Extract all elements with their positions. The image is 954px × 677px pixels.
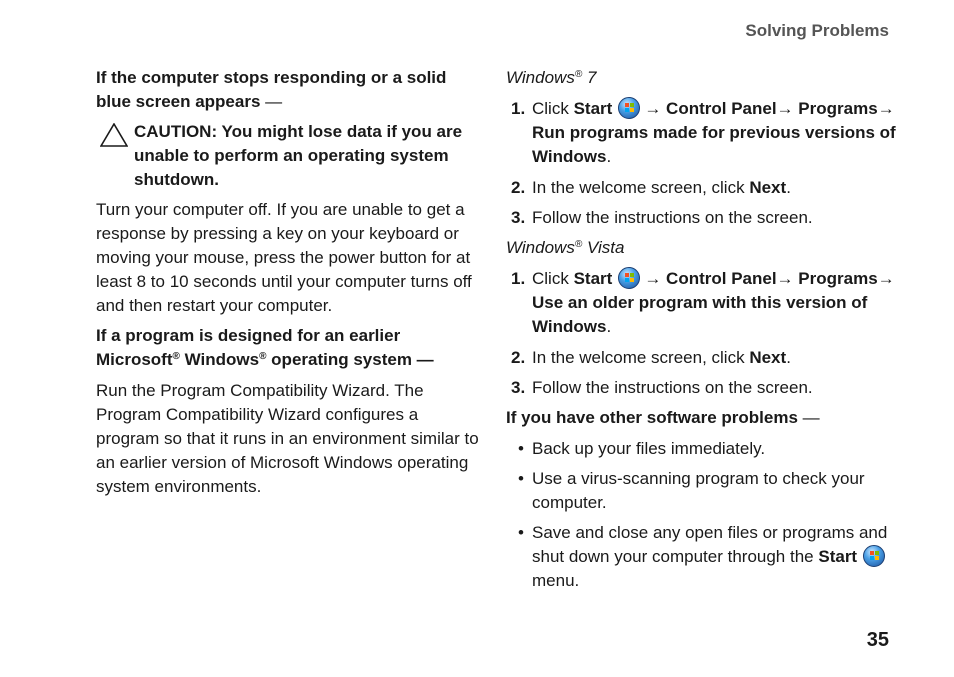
- step-number: 1.: [511, 269, 526, 288]
- menu-path: Control Panel→: [666, 99, 794, 118]
- bullet-text: Back up your files immediately.: [532, 439, 766, 458]
- next-label: Next: [749, 348, 787, 367]
- heading-dash: —: [802, 408, 820, 427]
- os-name: Windows: [506, 238, 575, 257]
- heading-blue-screen: [96, 66, 486, 114]
- start-label: Start: [818, 547, 858, 566]
- registered-mark: ®: [259, 351, 267, 362]
- heading-earlier-program-a: If a program is designed for an earlier Microsoft: [96, 326, 401, 369]
- caution-triangle-icon: [100, 123, 128, 154]
- left-column: [96, 66, 486, 499]
- bullet-text: Save and close any open files or programs and shut down your computer through the: [532, 523, 888, 566]
- heading-earlier-program-b: Windows: [184, 350, 260, 369]
- bullet-backup: [506, 437, 906, 461]
- paragraph-turn-off: Turn your computer off. If you are unable to get a response by pressing a key on your keyboard or moving your mouse, press the power button for at least 8 to 10 seconds until your computer turns off and then restart your computer.: [96, 200, 472, 315]
- caution-text: CAUTION: You might lose data if you are unable to perform an operating system shutdown.: [134, 122, 463, 189]
- heading-earlier-program: [96, 324, 486, 372]
- vista-step-2: [506, 346, 906, 370]
- paragraph-compatibility-wizard: Run the Program Compatibility Wizard. The Program Compatibility Wizard configures a program so that it runs in an environment similar to an earlier version of Microsoft Windows operating system environments.: [96, 381, 479, 496]
- page-number: 35: [866, 629, 889, 651]
- period: .: [786, 178, 791, 197]
- period: .: [786, 348, 791, 367]
- menu-path: Programs→ Run programs made for previous versions of Windows: [532, 99, 896, 166]
- vista-step-1: [506, 267, 906, 339]
- os-name: Windows: [506, 68, 575, 87]
- step-text: In the welcome screen, click: [532, 178, 745, 197]
- bullet-save-close: [506, 521, 906, 593]
- step-number: 3.: [511, 208, 526, 227]
- heading-earlier-program-c: operating system —: [271, 350, 434, 369]
- windows-start-orb-icon: [863, 545, 885, 567]
- bullet-dot: •: [518, 439, 524, 458]
- menu-path: Programs→ Use an older program with this version of Windows: [532, 269, 895, 336]
- windows7-heading: [506, 66, 906, 90]
- bullet-virus-scan: [506, 467, 906, 515]
- os-version: Vista: [586, 238, 625, 257]
- bullet-text-end: menu.: [532, 571, 580, 590]
- win7-step-1: [506, 97, 906, 169]
- step-text: Follow the instructions on the screen.: [532, 208, 813, 227]
- registered-mark: ®: [172, 351, 180, 362]
- windows-start-orb-icon: [618, 97, 640, 119]
- step-number: 3.: [511, 378, 526, 397]
- os-version: 7: [586, 68, 597, 87]
- heading-dash: —: [265, 92, 283, 111]
- step-number: 2.: [511, 348, 526, 367]
- registered-mark: ®: [574, 69, 583, 80]
- start-label: Start: [573, 99, 613, 118]
- heading-other-software-text: If you have other software problems: [506, 408, 798, 427]
- right-column: [506, 66, 906, 593]
- vista-heading: [506, 236, 906, 260]
- step-text: Click: [532, 269, 569, 288]
- step-text: Click: [532, 99, 569, 118]
- next-label: Next: [749, 178, 787, 197]
- bullet-dot: •: [518, 523, 524, 542]
- heading-other-software: [506, 406, 906, 430]
- step-text: In the welcome screen, click: [532, 348, 745, 367]
- windows-start-orb-icon: [618, 267, 640, 289]
- caution-note: [96, 120, 486, 192]
- arrow: →: [644, 269, 662, 288]
- step-number: 2.: [511, 178, 526, 197]
- arrow: →: [644, 99, 662, 118]
- period: .: [606, 317, 612, 336]
- start-label: Start: [573, 269, 613, 288]
- menu-path: Control Panel→: [666, 269, 794, 288]
- win7-step-3: [506, 206, 906, 230]
- heading-blue-screen-text: If the computer stops responding or a solid blue screen appears: [96, 68, 447, 111]
- vista-step-3: [506, 376, 906, 400]
- step-text: Follow the instructions on the screen.: [532, 378, 813, 397]
- win7-step-2: [506, 176, 906, 200]
- section-header: Solving Problems: [745, 21, 889, 40]
- bullet-text: Use a virus-scanning program to check your computer.: [532, 469, 865, 512]
- period: .: [606, 147, 612, 166]
- step-number: 1.: [511, 99, 526, 118]
- registered-mark: ®: [574, 239, 583, 250]
- bullet-dot: •: [518, 469, 524, 488]
